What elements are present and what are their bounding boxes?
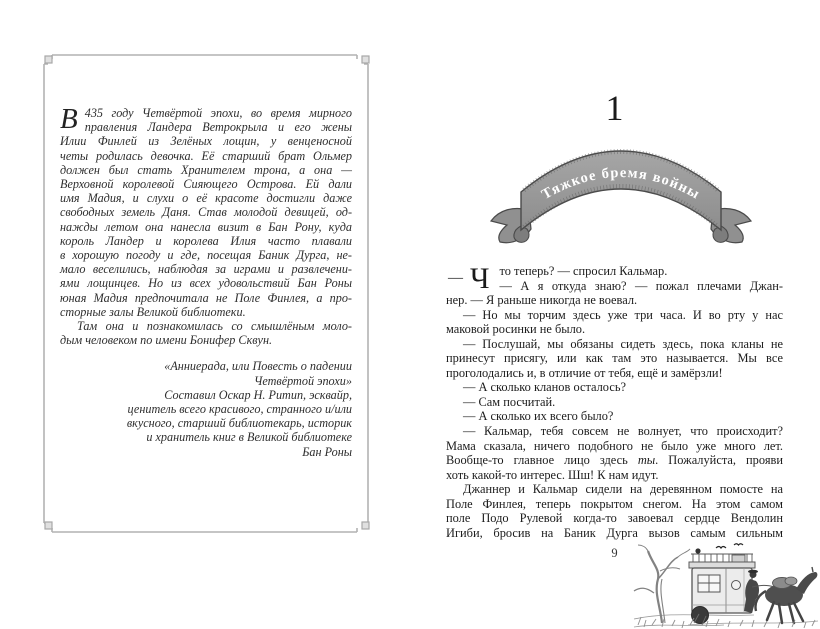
dialogue-dash: — <box>448 269 463 286</box>
prologue-text-block <box>60 103 352 459</box>
text-line: поле Подо Рулевой когда-то завоевал сердце Вендолин <box>446 511 783 526</box>
text-line: 435 году Четвёртой эпохи, во время мирного <box>84 106 352 120</box>
text-line: — А сколько кланов осталось? <box>463 380 626 395</box>
prologue-paragraph-1 <box>60 103 352 319</box>
text-line: нажды летом она нанесла визит в Бан Рону, куда <box>60 219 352 234</box>
text-line: Составил Оскар Н. Ритип, эсквайр, <box>164 387 352 402</box>
text-line: правления Ландера Ветрокрыла и его жены <box>84 120 352 135</box>
roof-animal <box>695 548 700 553</box>
chapter-text-block <box>446 261 783 540</box>
chapter-banner-ribbon <box>487 136 755 246</box>
text-line: — Послушай, мы обязаны сидеть здесь, пока кланы не <box>463 336 783 351</box>
text-line: имя Мадия, и слухи о её красоте достигли даже <box>60 191 352 206</box>
text-line: свободных земель Даня. Став молодой девицей, од- <box>60 205 352 220</box>
text-line: дым человеком по имени Бонифер Сквун. <box>60 333 273 348</box>
text-line: Поле Финлея, теперь покрытом снегом. На этом самом <box>446 496 783 511</box>
attribution-block <box>60 359 352 458</box>
text-line: маковой росинки не было. <box>446 322 586 337</box>
text-line: проголодались и, в отличие от тебя, ещё и замёрзли! <box>446 365 723 380</box>
text-line: четы родилась девочка. Её старший брат Ольмер <box>60 148 352 163</box>
text-line: — А сколько их всего было? <box>463 409 614 424</box>
text-line: вкусного, старший библиотекарь, историк <box>126 416 352 431</box>
text-line: Вообще-то главное лицо здесь ты. Пожалуйста, прояви <box>446 453 783 468</box>
text-line: должен был стать Хранителем трона, а она — <box>60 162 352 177</box>
text-line: и хранитель книг в Великой библиотеке <box>146 430 352 445</box>
text-line: — Но мы торчим здесь уже три часа. И во рту у нас <box>463 307 783 322</box>
text-line: принесут присягу, или как там это называется. Мы все <box>446 351 783 366</box>
dropcap-group <box>446 261 500 295</box>
text-line: Там она и познакомилась со смышлёным моло- <box>77 319 352 334</box>
text-line: нер. — Я раньше никогда не воевал. <box>446 293 638 308</box>
chapter-number: 1 <box>605 88 624 128</box>
text-line: Бан Роны <box>302 444 352 459</box>
text-line: Игиби, бросив на Баник Дурга вызов самым сильным <box>446 525 783 540</box>
text-line: Илии Финлей из Зелёных лощин, у венценосной <box>60 134 352 149</box>
text-line: Мама сказала, ничего подобного не было уже много лет. <box>446 438 783 453</box>
coach-wheel <box>692 607 709 624</box>
text-line: Джаннер и Кальмар сидели на деревянном помосте на <box>463 482 783 497</box>
ribbon-curls <box>514 226 728 242</box>
coach-body <box>689 548 755 623</box>
page-number: 9 <box>611 546 618 560</box>
text-line: Верховной королевой Сияющего Острова. Ей дали <box>60 177 352 192</box>
text-line: «Анниерада, или Повесть о падении <box>164 359 352 374</box>
text-line: то теперь? — спросил Кальмар. <box>499 264 668 278</box>
text-line: мало веселились, наблюдая за играми и развлечени- <box>60 262 352 277</box>
text-line: — Сам посчитай. <box>463 394 556 409</box>
text-line: — Кальмар, тебя совсем не волнует, что происходит? <box>463 424 783 439</box>
text-line: ценитель всего красивого, странного и/или <box>127 402 352 417</box>
chapter-title: Тяжкое бремя войны <box>539 164 703 204</box>
text-line: Четвёртой эпохи» <box>253 373 352 388</box>
text-line: сторные залы Великой библиотеки. <box>60 304 246 319</box>
birds <box>716 544 743 548</box>
text-line: юная Мадия предпочитала не Поле Финлея, а про- <box>60 290 352 305</box>
text-line: в хорошую погоду и где, посещая Баник Дурга, не- <box>60 248 352 263</box>
text-line: ями лощинцев. Но из всех удовольствий Бан Роны <box>60 276 352 291</box>
bare-tree <box>634 545 690 623</box>
stagecoach-illustration <box>632 541 820 629</box>
text-line: хоть какой-то интерес. Шш! К нам идут. <box>446 467 659 482</box>
dropcap-letter: В <box>60 103 78 135</box>
text-line: король Ландер и королева Илия часто плавали <box>60 233 352 248</box>
dropcap-letter: Ч <box>470 261 490 295</box>
prologue-paragraph-2 <box>60 319 352 347</box>
text-line: — А я откуда знаю? — пожал плечами Джан- <box>499 278 783 293</box>
horse <box>752 567 817 623</box>
